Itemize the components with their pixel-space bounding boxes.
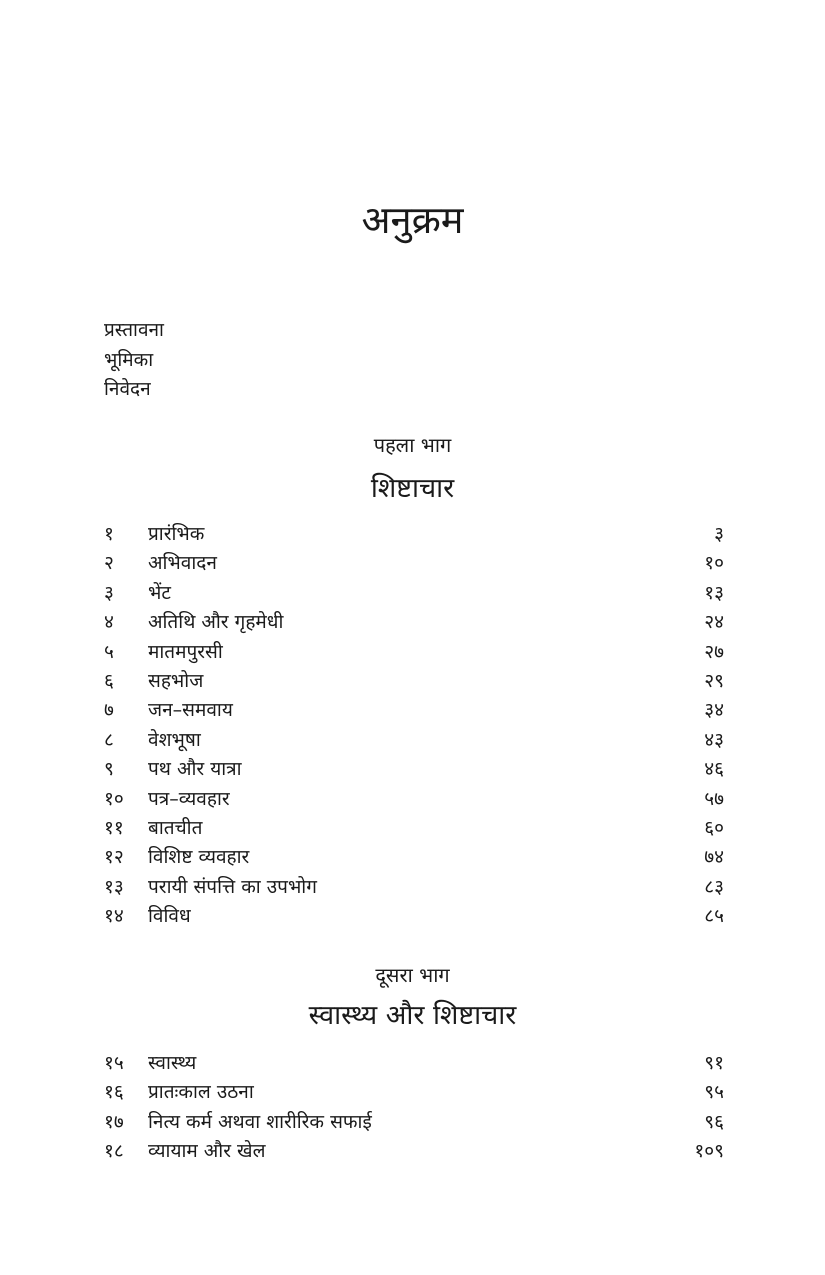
chapter-title: वेशभूषा — [148, 728, 201, 751]
page-number: १३ — [704, 581, 724, 604]
chapter-title: व्यायाम और खेल — [148, 1140, 266, 1163]
page-title: अनुक्रम — [361, 198, 464, 242]
chapter-title: स्वास्थ्य — [148, 1052, 197, 1074]
part-2-toc — [104, 1049, 724, 1167]
chapter-number: ३ — [104, 581, 114, 604]
part-1-title: शिष्टाचार — [370, 473, 455, 504]
page-number: ४३ — [704, 728, 724, 751]
toc-entry[interactable] — [104, 638, 724, 667]
chapter-number: १३ — [104, 875, 124, 898]
chapter-title: मातमपुरसी — [148, 640, 223, 663]
chapter-number: १५ — [104, 1052, 124, 1074]
page-number: ९६ — [704, 1110, 724, 1133]
chapter-number: ४ — [104, 611, 114, 634]
page-number: ९१ — [704, 1052, 724, 1074]
toc-entry[interactable] — [104, 1078, 724, 1107]
chapter-number: ९ — [104, 758, 114, 781]
page-number: १०९ — [694, 1140, 724, 1163]
chapter-number: ६ — [104, 669, 114, 692]
page-number: २९ — [704, 669, 724, 692]
toc-entry[interactable] — [104, 549, 724, 578]
chapter-number: ७ — [104, 699, 114, 722]
chapter-title: बातचीत — [148, 816, 203, 839]
chapter-number: १ — [104, 523, 114, 545]
chapter-title: पत्र–व्यवहार — [148, 787, 230, 810]
page-number: ३४ — [704, 699, 724, 722]
chapter-title: सहभोज — [148, 669, 204, 692]
part-1-toc — [104, 520, 724, 931]
page-number: ८५ — [704, 905, 724, 928]
page-number: ६० — [704, 816, 724, 839]
toc-entry[interactable] — [104, 843, 724, 872]
toc-entry[interactable] — [104, 726, 724, 755]
chapter-title: प्रातःकाल उठना — [148, 1081, 254, 1104]
chapter-number: ५ — [104, 640, 114, 663]
chapter-title: प्रारंभिक — [148, 523, 205, 545]
toc-entry[interactable] — [104, 1137, 724, 1166]
toc-entry[interactable] — [104, 667, 724, 696]
toc-entry[interactable] — [104, 814, 724, 843]
toc-entry[interactable] — [104, 696, 724, 725]
page-number: ७४ — [704, 846, 724, 869]
part-2-label: दूसरा भाग — [375, 963, 450, 987]
page-number: २४ — [704, 611, 724, 634]
chapter-number: १६ — [104, 1081, 124, 1104]
front-matter-item[interactable]: भूमिका — [104, 348, 154, 371]
chapter-title: विशिष्ट व्यवहार — [148, 846, 250, 869]
chapter-title: परायी संपत्ति का उपभोग — [148, 875, 317, 898]
chapter-title: भेंट — [148, 581, 171, 604]
chapter-number: ११ — [104, 816, 124, 839]
toc-entry[interactable] — [104, 873, 724, 902]
chapter-title: पथ और यात्रा — [148, 758, 242, 781]
chapter-title: अतिथि और गृहमेधी — [148, 611, 284, 634]
chapter-number: १२ — [104, 846, 124, 869]
front-matter-list — [104, 316, 164, 405]
page-number: ८३ — [704, 875, 724, 898]
toc-entry[interactable] — [104, 785, 724, 814]
toc-entry[interactable] — [104, 902, 724, 931]
chapter-title: नित्य कर्म अथवा शारीरिक सफाई — [148, 1110, 372, 1133]
page-number: ९५ — [704, 1081, 724, 1104]
chapter-title: जन–समवाय — [148, 699, 233, 722]
toc-entry[interactable] — [104, 1108, 724, 1137]
toc-entry[interactable] — [104, 520, 724, 549]
toc-entry[interactable] — [104, 1049, 724, 1078]
part-1-label: पहला भाग — [373, 433, 452, 457]
chapter-number: ८ — [104, 728, 114, 751]
page-number: ३ — [714, 523, 724, 545]
toc-entry[interactable] — [104, 608, 724, 637]
chapter-title: अभिवादन — [148, 552, 217, 575]
chapter-number: १० — [104, 787, 124, 810]
part-2-title: स्वास्थ्य और शिष्टाचार — [308, 1000, 517, 1031]
chapter-number: १७ — [104, 1110, 124, 1133]
page-number: १० — [704, 552, 724, 575]
chapter-title: विविध — [148, 905, 191, 928]
chapter-number: २ — [104, 552, 114, 575]
front-matter-item[interactable]: प्रस्तावना — [104, 319, 164, 341]
chapter-number: १४ — [104, 905, 124, 928]
page-number: ५७ — [704, 787, 724, 810]
page-number: २७ — [704, 640, 724, 663]
toc-entry[interactable] — [104, 579, 724, 608]
front-matter-item[interactable]: निवेदन — [104, 378, 151, 400]
page-number: ४६ — [704, 758, 724, 781]
toc-entry[interactable] — [104, 755, 724, 784]
chapter-number: १८ — [104, 1140, 124, 1163]
